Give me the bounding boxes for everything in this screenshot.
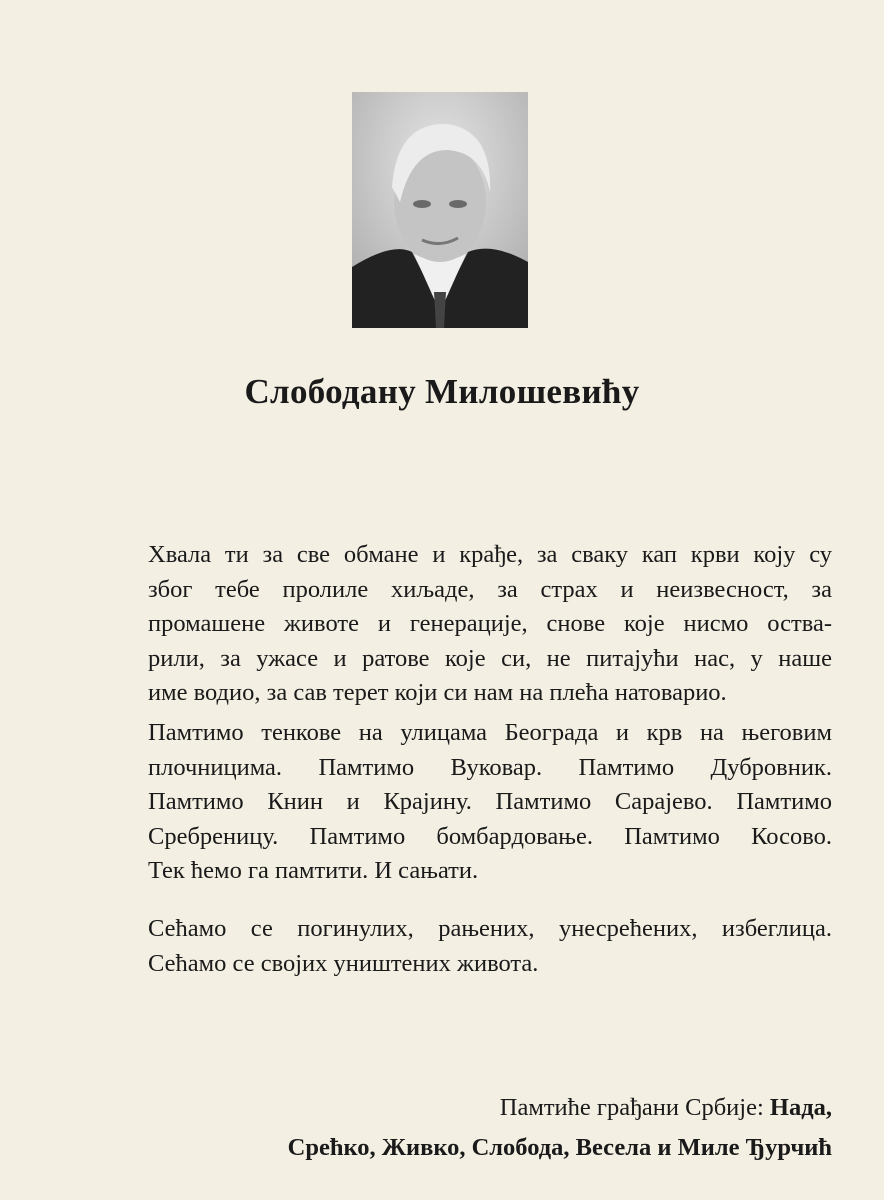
text-line: Сећамо се погинулих, рањених, унесрећених, избеглица. [148,915,832,942]
page-title: Слободану Милошевићу [244,372,640,411]
text-line: име водио, за сав терет који си нам на плећа натоварио. [148,679,727,706]
signature-intro: Памтиће грађани Србије: [499,1094,770,1121]
signature-line-1 [500,1094,832,1122]
text-line: промашене животе и генерације, снове које нисмо оства- [148,610,832,637]
paragraph-victims [148,912,832,981]
paragraph-remember [148,716,832,889]
text-line: Сребреницу. Памтимо бомбардовање. Памтимо Косово. [148,822,832,850]
text-line: Тек ћемо га памтити. И сањати. [148,857,479,884]
text-line: плочницима. Памтимо Вуковар. Памтимо Дубровник. [148,753,832,781]
portrait-photo [352,92,528,328]
text-line: због тебе пролиле хиљаде, за страх и неизвесност, за [148,575,832,603]
text-line: Памтимо Книн и Крајину. Памтимо Сарајево. Памтимо [148,788,832,815]
text-line: рили, за ужасе и ратове које си, не питајући нас, у наше [148,644,832,672]
paragraph-gratitude [148,538,832,711]
signature-line-2: Срећко, Живко, Слобода, Весела и Миле Ђурчић [287,1134,832,1161]
text-line: Хвала ти за све обмане и крађе, за сваку кап крви коју су [148,541,832,568]
text-line: Памтимо тенкове на улицама Београда и крв на његовим [148,719,832,746]
signature-names: Нада, [769,1094,832,1121]
text-line: Сећамо се својих уништених живота. [148,949,539,977]
